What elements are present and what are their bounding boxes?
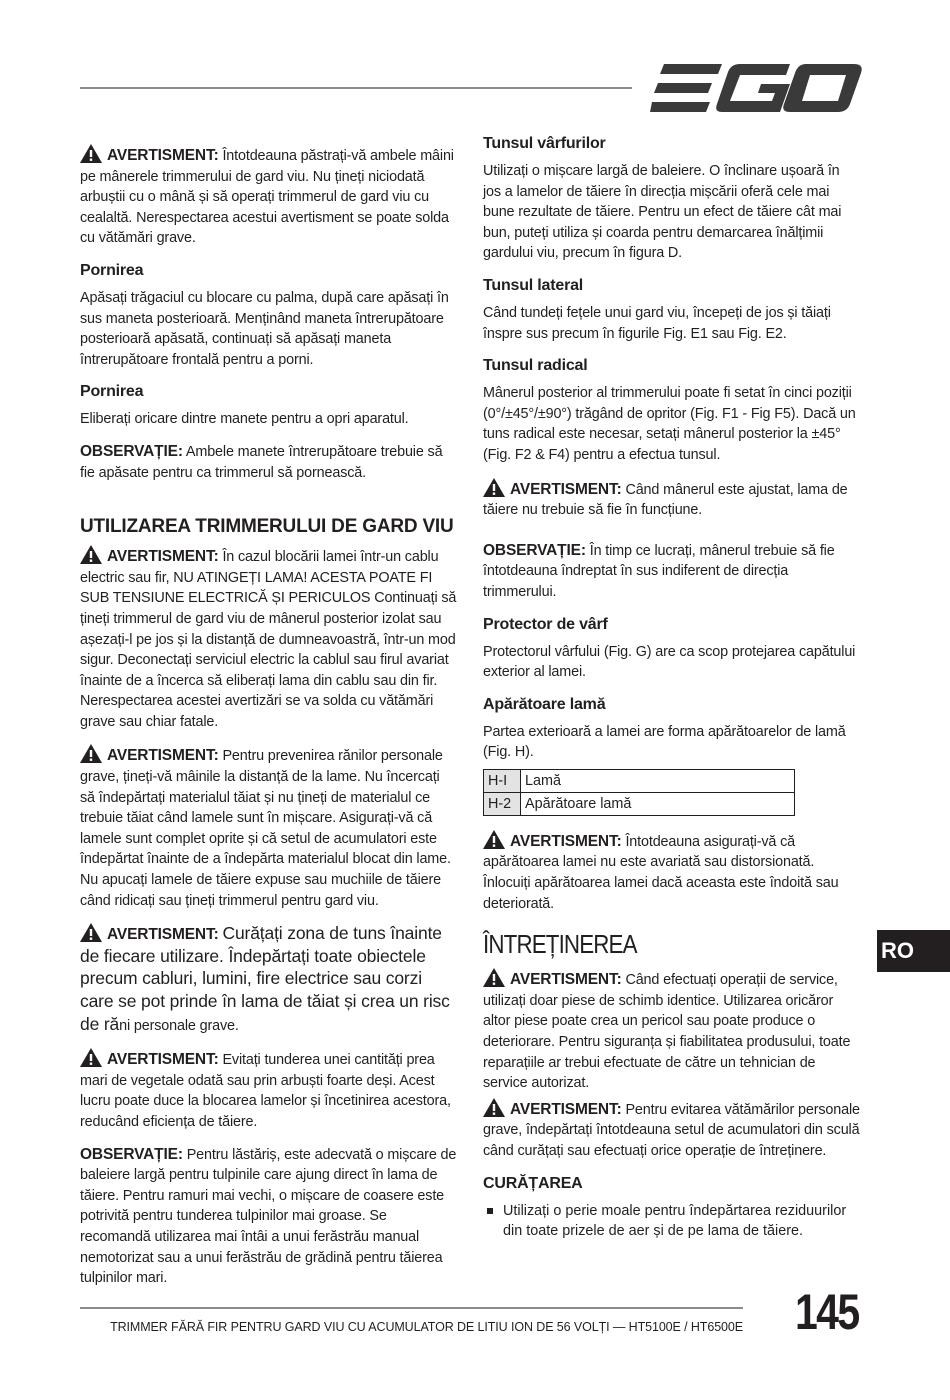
header-rule bbox=[80, 87, 632, 89]
warning-icon bbox=[80, 1048, 102, 1067]
footer-rule bbox=[80, 1307, 743, 1309]
para-aparatoare: Partea exterioară a lamei are forma apărătoarelor de lamă (Fig. H). bbox=[483, 723, 846, 761]
warning-handle-adjust: AVERTISMENT: Când mânerul este ajustat, lama de tăiere nu trebuie să fie în funcțiune. bbox=[483, 478, 861, 521]
table-cell-desc: Lamă bbox=[521, 769, 795, 792]
warning-icon bbox=[483, 1098, 505, 1117]
heading-lateral: Tunsul lateral bbox=[483, 276, 584, 294]
warning-guard: AVERTISMENT: Întotdeauna asigurați-vă că apărătoarea lamei nu este avariată sau distorsionată. Înlocuiți apărătoarea lamei dacă aceasta este îndoită sau deteriorată. bbox=[483, 830, 861, 914]
heading-aparatoare: Apărătoare lamă bbox=[483, 695, 606, 713]
para-pornirea-1: Apăsați trăgaciul cu blocare cu palma, după care apăsați în sus maneta posterioară. Menținând maneta întrerupătoare posterioară apăsată, continuați să apăsați maneta întrerupătoare frontală pentru a porni. bbox=[80, 289, 449, 368]
para-pornirea-2: Eliberați oricare dintre manete pentru a opri aparatul. bbox=[80, 411, 409, 428]
warning-icon bbox=[483, 830, 505, 849]
heading-pornirea-1: Pornirea bbox=[80, 261, 144, 279]
heading-curatarea: CURĂȚAREA bbox=[483, 1174, 583, 1192]
ego-logo bbox=[650, 62, 862, 114]
bullet-icon bbox=[487, 1208, 493, 1214]
para-protector: Protectorul vârfului (Fig. G) are ca scop protejarea capătului exterior al lamei. bbox=[483, 643, 856, 681]
warning-hands: AVERTISMENT: Întotdeauna păstrați-vă ambele mâini pe mânerele trimmerului de gard viu. Nu țineți niciodată arbuștii cu o mână și să operați trimmerul de gard viu cu cealaltă. Nerespectarea acestui avertisment se poate solda cu vătămări grave. bbox=[80, 144, 458, 249]
left-column bbox=[80, 134, 458, 1301]
heading-protector: Protector de vârf bbox=[483, 615, 608, 633]
table-row bbox=[484, 792, 795, 815]
heading-varfuri: Tunsul vârfurilor bbox=[483, 135, 606, 152]
note-handle-up: OBSERVAȚIE: În timp ce lucrați, mânerul trebuie să fie întotdeauna îndreptat în sus indiferent de direcția trimmerului. bbox=[483, 541, 835, 600]
warning-icon bbox=[80, 545, 102, 564]
para-varfuri: Utilizați o mișcare largă de baleiere. O înclinare ușoară în jos a lamelor de tăiere în direcția mișcării oferă cele mai bune rezultate de tăiere. Pentru un efect de tăiere cât mai bun, puteți utiliza și coarda pentru demarcarea înălțimii gardului viu, precum în figura D. bbox=[483, 163, 842, 262]
para-lateral: Când tundeți fețele unui gard viu, începeți de jos și tăiați înspre sus precum în figurile Fig. E1 sau Fig. E2. bbox=[483, 304, 831, 342]
language-tab: RO bbox=[877, 930, 950, 972]
warning-battery: AVERTISMENT: Pentru evitarea vătămărilor personale grave, îndepărtați întotdeauna setul de acumulatori din sculă când curățați sau efectuați orice operație de întreținere. bbox=[483, 1098, 861, 1162]
warning-icon bbox=[80, 744, 102, 763]
warning-cable: AVERTISMENT: În cazul blocării lamei într-un cablu electric sau fir, NU ATINGEȚI LAMA! ACESTA POATE FI SUB TENSIUNE ELECTRICĂ ȘI PERICULOS Continuați să țineți trimmerul de gard viu de mânerul posterior izolat sau așezați-l pe jos și la distanță de dumneavoastră, într-un mod sigur. Deconectați serviciul electric la cablul sau firul avariat înainte de a încerca să eliberați lama din cablu sau din fir. Nerespectarea acestei avertizări se va solda cu vătămări grave sau chiar fatale. bbox=[80, 545, 458, 732]
warning-clear-area: AVERTISMENT: Curățați zona de tuns înainte de fiecare utilizare. Îndepărtați toate obiectele precum cabluri, lumini, fire electrice sau corzi care se pot prinde în lama de tăiat și crea un risc de răni personale grave. bbox=[80, 923, 450, 1034]
footer-text: TRIMMER FĂRĂ FIR PENTRU GARD VIU CU ACUMULATOR DE LITIU ION DE 56 VOLȚI — HT5100E / HT6500E bbox=[110, 1320, 743, 1334]
heading-utilizarea: UTILIZAREA TRIMMERULUI DE GARD VIU bbox=[80, 516, 454, 538]
warning-service: AVERTISMENT: Când efectuați operații de service, utilizați doar piese de schimb identice. Utilizarea oricăror altor piese poate crea un pericol sau poate produce o deteriorare. Pentru siguranța și fiabilitatea produsului, toate reparațiile ar trebui efectuate de către un tehnician de service autorizat. bbox=[483, 968, 861, 1094]
table-cell-desc: Apărătoare lamă bbox=[521, 792, 795, 815]
warning-icon bbox=[483, 968, 505, 987]
heading-radical: Tunsul radical bbox=[483, 357, 588, 375]
list-item: Utilizați o perie moale pentru îndepărtarea reziduurilor din toate prizele de aer și de pe lama de tăiere. bbox=[483, 1201, 861, 1242]
cleaning-list bbox=[483, 1201, 861, 1242]
warning-icon bbox=[80, 144, 102, 163]
note-sweeping: OBSERVAȚIE: Pentru lăstăriș, este adecvată o mișcare de baleiere largă pentru tulpinile care ajung direct în lama de tăiere. Pentru ramuri mai vechi, o mișcare de coasere este potrivită pentru tunderea tulpinilor mai groase. Se recomandă utilizarea mai întâi a unui ferăstrău manual nemotorizat sau a unui ferăstrău de grădină pentru tăierea tulpinilor mari. bbox=[80, 1145, 457, 1287]
warning-hands-blades: AVERTISMENT: Pentru prevenirea rănilor personale grave, țineți-vă mâinile la distanță de la lame. Nu încercați să îndepărtați materialul tăiat și nu țineți de materialul ce trebuie tăiat când lamele sunt în mișcare. Asigurați-vă că lamele sunt complet oprite și că setul de acumulatori este îndepărtat înainte de a îndepărta materialul blocat din lame. Nu apucați lamele de tăiere expuse sau muchiile de tăiere când ridicați sau țineți trimmerul pentru gard viu. bbox=[80, 744, 458, 911]
warning-icon bbox=[80, 923, 102, 942]
warning-vegetation: AVERTISMENT: Evitați tunderea unei cantități prea mari de vegetale odată sau prin arbuști foarte deși. Acest lucru poate duce la blocarea lamelor și încetinirea acestora, reducând eficiența de tăiere. bbox=[80, 1048, 458, 1132]
table-cell-code: H-2 bbox=[484, 792, 521, 815]
parts-table bbox=[483, 769, 795, 816]
heading-pornirea-2: Pornirea bbox=[80, 383, 144, 401]
page-number: 145 bbox=[795, 1284, 859, 1340]
heading-intretinerea: ÎNTREȚINEREA bbox=[483, 929, 637, 960]
right-column bbox=[483, 134, 861, 1242]
warning-icon bbox=[483, 478, 505, 497]
table-row bbox=[484, 769, 795, 792]
note-both-triggers: OBSERVAȚIE: Ambele manete întrerupătoare trebuie să fie apăsate pentru ca trimmerul să pornească. bbox=[80, 442, 443, 481]
table-cell-code: H-I bbox=[484, 769, 521, 792]
para-radical: Mânerul posterior al trimmerului poate fi setat în cinci poziții (0°/±45°/±90°) trăgând de opritor (Fig. F1 - Fig F5). Dacă un tuns radical este necesar, setați mânerul posterior la ±45° (Fig. F2 & F4) pentru a efectua tunsul. bbox=[483, 385, 856, 463]
